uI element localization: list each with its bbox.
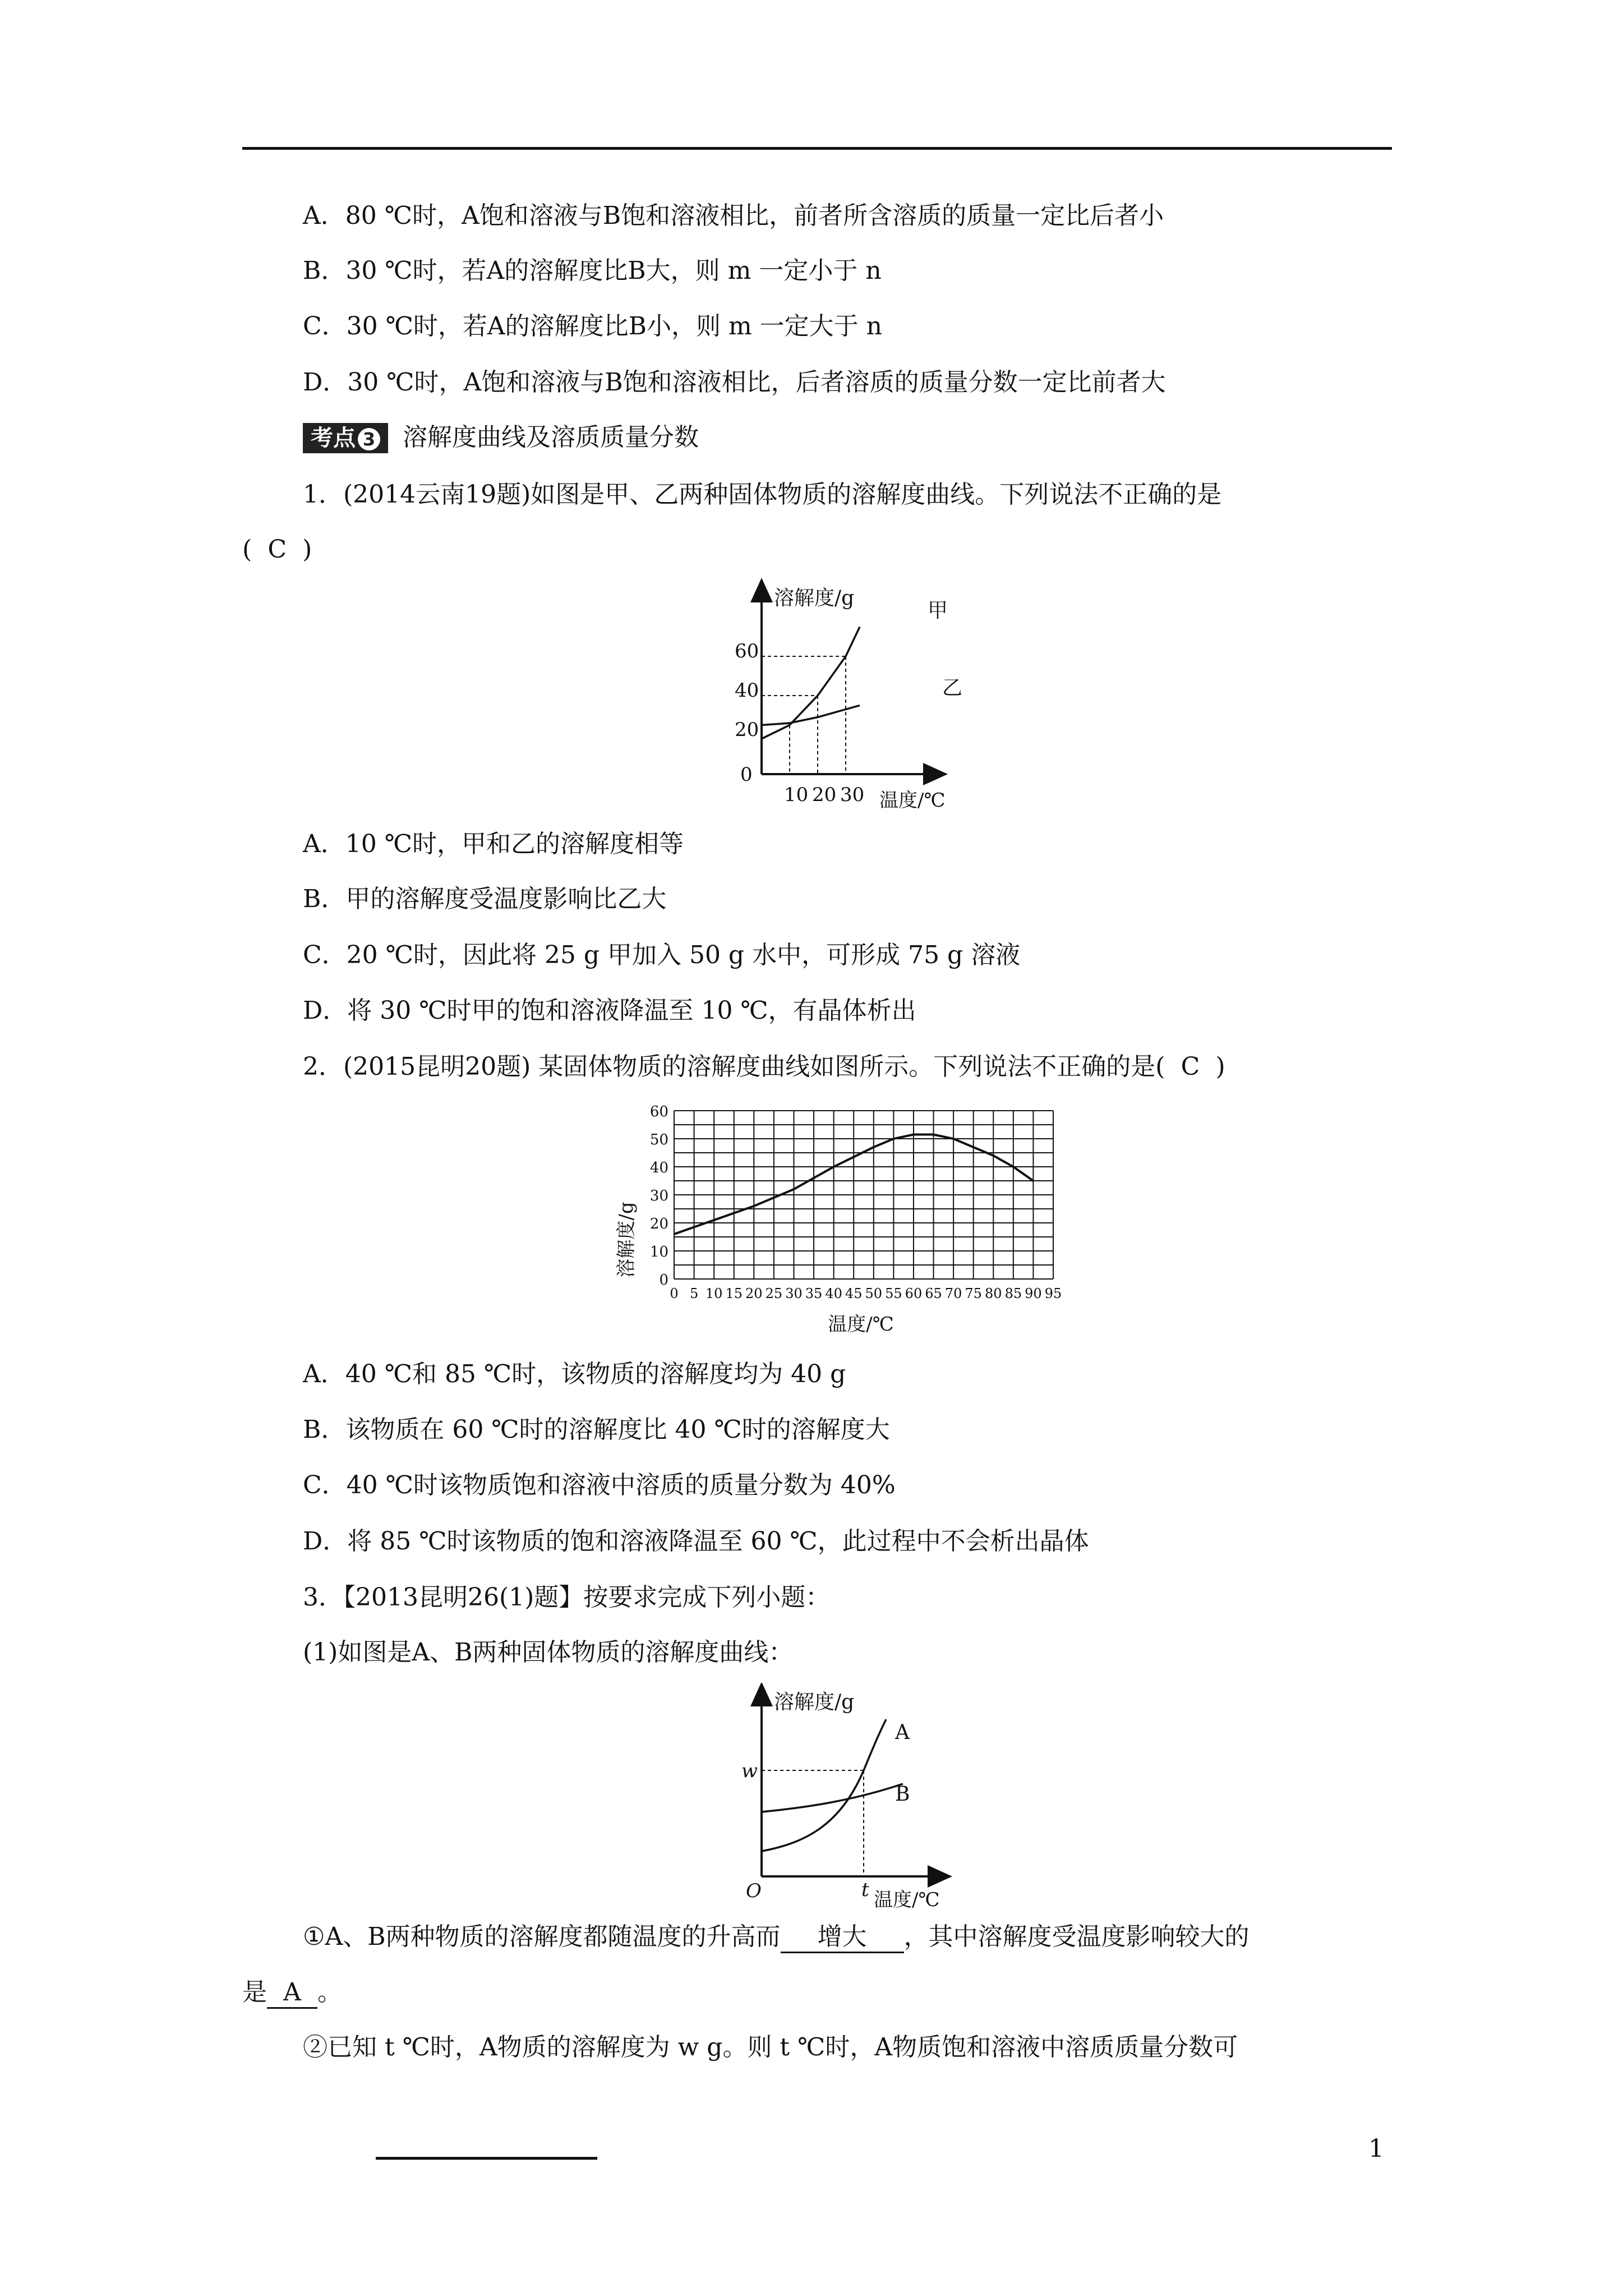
q2-option-b: B．该物质在 60 ℃时的溶解度比 40 ℃时的溶解度大: [303, 1415, 890, 1444]
x-tick-label: 90: [1025, 1286, 1042, 1301]
x-tick-label: 35: [805, 1286, 823, 1301]
x-axis-label: 温度/℃: [879, 789, 946, 812]
x-tick-label: 70: [944, 1286, 962, 1301]
x-tick-label: 5: [689, 1286, 699, 1301]
q3-blank-1: 增大: [781, 1922, 904, 1953]
footer-rule: [376, 2157, 597, 2160]
q1-stem: 1．(2014云南19题)如图是甲、乙两种固体物质的溶解度曲线。下列说法不正确的是: [303, 480, 1222, 509]
x-tick-label: 45: [845, 1286, 863, 1301]
series-a-label: A: [895, 1721, 910, 1744]
q1-answer: C: [268, 535, 287, 564]
y-axis-label: 溶解度/g: [615, 1202, 638, 1278]
q2-solubility-chart: [611, 1094, 1082, 1341]
q3-part1-line2: 是 A 。: [242, 1976, 342, 2009]
y-tick-label: 10: [649, 1244, 668, 1260]
series-jia-curve: [762, 627, 860, 739]
origin-label: O: [746, 1880, 762, 1902]
x-tick-label: 50: [865, 1286, 883, 1301]
x-tick-label: 85: [1004, 1286, 1022, 1301]
q1-option-a: A．10 ℃时，甲和乙的溶解度相等: [303, 830, 684, 858]
prev-option-d: D．30 ℃时，A饱和溶液与B饱和溶液相比，后者溶质的质量分数一定比前者大: [303, 368, 1166, 397]
q3-part2: ②已知 t ℃时，A物质的溶解度为 w g。则 t ℃时，A物质饱和溶液中溶质质量分数可: [303, 2033, 1238, 2062]
q1-answer-line: ( C ): [242, 533, 312, 567]
x-tick-label: 80: [984, 1286, 1002, 1301]
q2-stem: 2．(2015昆明20题) 某固体物质的溶解度曲线如图所示。下列说法不正确的是(: [303, 1052, 1165, 1081]
q1-option-b: B．甲的溶解度受温度影响比乙大: [303, 885, 667, 913]
x-tick-label: 95: [1044, 1286, 1062, 1301]
y-tick-label: 30: [649, 1188, 668, 1204]
q1-option-c: C．20 ℃时，因此将 25 g 甲加入 50 g 水中，可形成 75 g 溶液: [303, 941, 1021, 969]
y-axis-label: 溶解度/g: [774, 1691, 855, 1714]
q3-sub: (1)如图是A、B两种固体物质的溶解度曲线：: [303, 1638, 794, 1667]
x-tick-label: 25: [765, 1286, 783, 1301]
series-b-label: B: [895, 1783, 910, 1806]
series-yi-label: 乙: [942, 677, 963, 700]
prev-option-a: A．80 ℃时，A饱和溶液与B饱和溶液相比，前者所含溶质的质量一定比后者小: [303, 201, 1164, 230]
q2-stem-line: 2．(2015昆明20题) 某固体物质的溶解度曲线如图所示。下列说法不正确的是( C ): [303, 1050, 1225, 1084]
y-tick-label: 40: [649, 1159, 668, 1176]
series-a-curve: [762, 1719, 886, 1851]
x-axis-label: 温度/℃: [828, 1313, 894, 1336]
x-tick-label: 20: [745, 1286, 763, 1301]
q3-stem: 3．【2013昆明26(1)题】按要求完成下列小题：: [303, 1583, 831, 1612]
y-tick-w: w: [741, 1760, 758, 1782]
section-badge: 考点 3: [303, 423, 388, 453]
q2-option-d: D．将 85 ℃时该物质的饱和溶液降温至 60 ℃，此过程中不会析出晶体: [303, 1527, 1089, 1556]
prev-option-c: C．30 ℃时，若A的溶解度比B小，则 m 一定大于 n: [303, 312, 882, 341]
q2-answer: C: [1181, 1052, 1200, 1081]
x-tick-label: 10: [705, 1286, 723, 1301]
y-tick-20: 20: [735, 719, 759, 741]
x-tick-10: 10: [784, 784, 809, 806]
origin-label: 0: [740, 763, 753, 786]
y-tick-label: 50: [649, 1131, 668, 1148]
series-yi-curve: [762, 706, 860, 725]
x-axis-label: 温度/℃: [874, 1889, 940, 1911]
page-number: 1: [1368, 2134, 1384, 2163]
y-tick-label: 0: [659, 1272, 668, 1289]
header-rule: [242, 147, 1392, 150]
x-tick-label: 75: [965, 1286, 982, 1301]
q1-solubility-chart: [718, 578, 981, 813]
series-b-curve: [762, 1784, 903, 1812]
q2-option-c: C．40 ℃时该物质饱和溶液中溶质的质量分数为 40%: [303, 1471, 896, 1499]
q3-part1-line1: ①A、B两种物质的溶解度都随温度的升高而 增大 ，其中溶解度受温度影响较大的: [303, 1920, 1249, 1954]
x-tick-20: 20: [812, 784, 837, 806]
prev-option-b: B．30 ℃时，若A的溶解度比B大，则 m 一定小于 n: [303, 256, 882, 285]
y-tick-60: 60: [735, 640, 759, 662]
section-badge-number: 3: [358, 428, 380, 450]
x-tick-label: 30: [785, 1286, 803, 1301]
section-heading: [303, 421, 699, 454]
x-tick-label: 15: [725, 1286, 743, 1301]
x-tick-label: 65: [925, 1286, 942, 1301]
series-jia-label: 甲: [928, 599, 948, 622]
x-tick-label: 60: [905, 1286, 923, 1301]
section-title: 溶解度曲线及溶质质量分数: [403, 423, 699, 452]
y-tick-40: 40: [735, 679, 759, 702]
y-tick-label: 60: [649, 1103, 668, 1120]
q3-blank-2: A: [267, 1978, 317, 2009]
y-axis-label: 溶解度/g: [774, 587, 855, 610]
x-tick-30: 30: [840, 784, 865, 806]
x-tick-label: 40: [825, 1286, 842, 1301]
q2-option-a: A．40 ℃和 85 ℃时，该物质的溶解度均为 40 g: [303, 1360, 846, 1388]
x-tick-label: 55: [885, 1286, 902, 1301]
y-tick-label: 20: [649, 1216, 668, 1232]
x-tick-label: 0: [670, 1286, 679, 1301]
q1-option-d: D．将 30 ℃时甲的饱和溶液降温至 10 ℃，有晶体析出: [303, 996, 916, 1025]
q3-solubility-chart: [729, 1683, 976, 1913]
x-tick-t: t: [861, 1879, 869, 1901]
